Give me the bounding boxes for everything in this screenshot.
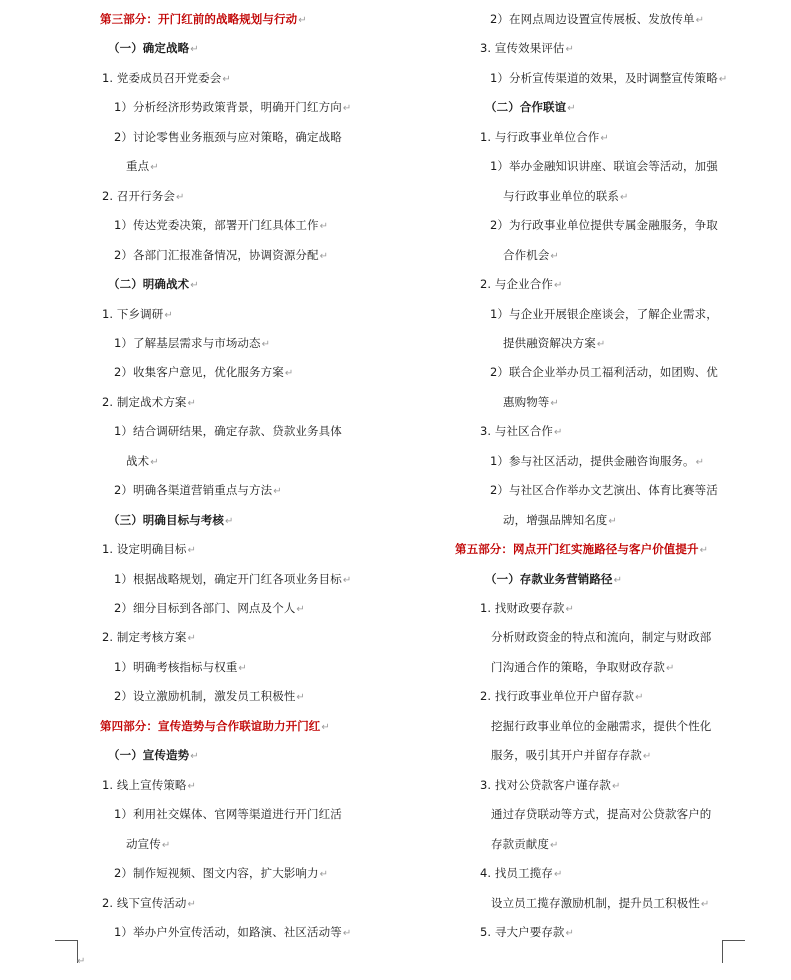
paragraph-mark: ↵ (273, 486, 282, 498)
paragraph-mark: ↵ (550, 397, 559, 409)
list-item (102, 392, 196, 412)
continuation-line (126, 834, 170, 854)
paragraph-mark: ↵ (150, 162, 159, 174)
line-text: 重点 (126, 159, 150, 174)
line-text: （二）明确战术 (108, 277, 190, 292)
paragraph-mark: ↵ (608, 515, 617, 527)
paragraph-mark: ↵ (565, 44, 575, 56)
paragraph-mark: ↵ (321, 721, 330, 733)
sub-list-item (114, 657, 247, 677)
line-text: 1）根据战略规划，确定开门红各项业务目标 (114, 571, 342, 586)
subsection-heading (485, 97, 576, 117)
line-text: 1）参与社区活动，提供金融咨询服务。 (490, 453, 695, 468)
line-text: 惠购物等 (503, 394, 550, 409)
line-text: 2. 线下宣传活动 (102, 895, 187, 910)
paragraph-mark: ↵ (298, 15, 307, 26)
line-text: 门沟通合作的策略，争取财政存款 (491, 659, 665, 674)
page-corner-mark-left (55, 940, 78, 963)
continuation-line (503, 186, 628, 206)
line-text: 与行政事业单位的联系 (503, 188, 619, 203)
line-text: 2）细分目标到各部门、网点及个人 (114, 601, 296, 615)
sub-list-item (114, 215, 328, 235)
paragraph-mark: ↵ (666, 662, 675, 674)
line-text: 3. 找对公贷款客户谨存款 (480, 777, 611, 792)
paragraph-mark: ↵ (161, 839, 171, 851)
sub-list-item (490, 480, 718, 500)
list-item (480, 863, 562, 883)
line-text: 通过存贷联动等方式，提高对公贷款客户的 (491, 807, 712, 822)
paragraph-mark: ↵ (550, 839, 559, 851)
line-text: 2）为行政事业单位提供专属金融服务，争取 (490, 218, 718, 233)
line-text: 1）明确考核指标与权重 (114, 659, 238, 674)
line-text: （三）明确目标与考核 (108, 512, 224, 527)
paragraph-mark: ↵ (190, 44, 199, 56)
line-text: 设立员工揽存激励机制，提升员工积极性 (491, 895, 700, 910)
line-text: （一）宣传造势 (108, 748, 190, 763)
paragraph-mark: ↵ (342, 103, 352, 115)
sub-list-item (114, 97, 351, 117)
paragraph-mark: ↵ (553, 280, 563, 292)
line-text: 动，增强品牌知名度 (503, 512, 608, 527)
line-text: 2. 与企业合作 (480, 277, 553, 292)
line-text: 4. 找员工揽存 (480, 866, 553, 881)
list-item (480, 775, 620, 795)
list-item (480, 922, 574, 942)
line-text: 1）结合调研结果，确定存款、贷款业务具体 (114, 424, 342, 439)
section-heading (455, 539, 708, 559)
line-text: 1. 与行政事业单位合作 (480, 129, 600, 144)
paragraph-mark: ↵ (319, 221, 329, 233)
list-item (102, 68, 231, 88)
paragraph-mark: ↵ (611, 780, 621, 792)
paragraph-mark: ↵ (150, 456, 159, 468)
sub-list-item (114, 922, 351, 942)
continuation-line (126, 451, 159, 471)
paragraph-mark: ↵ (296, 604, 305, 615)
paragraph-mark: ↵ (700, 898, 710, 910)
sub-list-item (114, 686, 305, 706)
paragraph-mark: ↵ (261, 338, 271, 350)
line-text: 2）各部门汇报准备情况，协调资源分配 (114, 247, 319, 262)
line-text: 1）与企业开展银企座谈会，了解企业需求， (490, 306, 718, 321)
paragraph-mark: ↵ (553, 427, 563, 439)
line-text: 合作机会 (503, 247, 550, 262)
line-text: 2. 制定考核方案 (102, 630, 187, 645)
paragraph-mark: ↵ (238, 662, 247, 674)
list-item (102, 539, 196, 559)
paragraph-mark: ↵ (567, 103, 576, 115)
paragraph-mark: ↵ (187, 898, 197, 910)
paragraph-mark: ↵ (699, 545, 709, 557)
paragraph-mark: ↵ (613, 574, 623, 586)
sub-list-item (114, 333, 270, 353)
line-text: 2）在网点周边设置宣传展板、发放传单 (490, 12, 695, 26)
line-text: 2）明确各渠道营销重点与方法 (114, 483, 273, 498)
sub-list-item (490, 68, 727, 88)
paragraph-line (491, 834, 558, 854)
line-text: 1. 设定明确目标 (102, 542, 187, 557)
list-item (480, 421, 562, 441)
paragraph-mark: ↵ (222, 73, 231, 85)
line-text: 1）分析宣传渠道的效果，及时调整宣传策略 (490, 70, 718, 85)
line-text: 1. 线上宣传策略 (102, 777, 187, 792)
subsection-heading (108, 510, 233, 530)
line-text: （二）合作联谊 (485, 100, 567, 115)
paragraph-mark: ↵ (296, 692, 305, 704)
line-text: 3. 宣传效果评估 (480, 41, 565, 56)
line-text: 存款贡献度 (491, 836, 549, 851)
paragraph-mark: ↵ (190, 751, 199, 763)
continuation-line (503, 333, 605, 353)
line-text: 3. 与社区合作 (480, 424, 553, 439)
list-item (102, 775, 196, 795)
line-text: 挖掘行政事业单位的金融需求，提供个性化 (491, 718, 712, 733)
line-text: 动宣传 (126, 836, 161, 851)
paragraph-mark: ↵ (695, 456, 705, 468)
paragraph-line (491, 893, 709, 913)
paragraph-mark: ↵ (175, 191, 185, 203)
subsection-heading (108, 745, 199, 765)
paragraph-mark: ↵ (553, 869, 563, 881)
continuation-line (503, 392, 559, 412)
line-text: 2）制作短视频、图文内容，扩大影响力 (114, 866, 319, 881)
sub-list-item (490, 304, 718, 324)
continuation-line (503, 245, 559, 265)
line-text: （一）确定战略 (108, 41, 190, 56)
list-item (102, 893, 196, 913)
sub-list-item (490, 215, 718, 235)
paragraph-mark: ↵ (77, 956, 86, 967)
line-text: 分析财政资金的特点和流向，制定与财政部 (491, 630, 712, 645)
sub-list-item (490, 9, 704, 29)
line-text: 1）利用社交媒体、官网等渠道进行开门红活 (114, 807, 342, 822)
line-text: 2）联合企业举办员工福利活动，如团购、优 (490, 365, 718, 380)
paragraph-mark: ↵ (319, 869, 329, 881)
sub-list-item (490, 362, 718, 382)
paragraph-mark: ↵ (565, 604, 575, 615)
paragraph-line (491, 804, 711, 824)
sub-list-item (490, 451, 704, 471)
section-heading (100, 716, 330, 736)
paragraph-mark: ↵ (600, 132, 609, 144)
list-item (102, 186, 184, 206)
sub-list-item (114, 362, 293, 382)
list-item (480, 38, 574, 58)
sub-list-item (114, 598, 305, 618)
line-text: 服务，吸引其开户并留存存款 (491, 748, 642, 763)
line-text: 1）了解基层需求与市场动态 (114, 335, 261, 350)
paragraph-mark: ↵ (187, 780, 197, 792)
continuation-line (126, 156, 159, 176)
page-corner-mark-right (722, 940, 745, 963)
sub-list-item (114, 863, 328, 883)
paragraph-mark: ↵ (187, 397, 197, 409)
line-text: 2）与社区合作举办文艺演出、体育比赛等活 (490, 483, 718, 498)
paragraph-mark: ↵ (550, 250, 559, 262)
paragraph-mark: ↵ (319, 250, 329, 262)
paragraph-line (491, 657, 674, 677)
list-item (102, 627, 196, 647)
paragraph-line (491, 716, 711, 736)
line-text: （一）存款业务营销路径 (485, 571, 613, 586)
line-text: 2）设立激励机制，激发员工积极性 (114, 689, 296, 704)
line-text: 1. 党委成员召开党委会 (102, 70, 222, 85)
sub-list-item (114, 480, 282, 500)
paragraph-line (491, 627, 711, 647)
line-text: 2. 召开行务会 (102, 188, 175, 203)
line-text: 第五部分：网点开门红实施路径与客户价值提升 (455, 542, 699, 557)
line-text: 2. 找行政事业单位开户留存款 (480, 689, 635, 704)
paragraph-line (491, 745, 651, 765)
paragraph-mark: ↵ (187, 545, 197, 557)
list-item (102, 304, 173, 324)
list-item (480, 127, 609, 147)
sub-list-item (114, 127, 342, 147)
line-text: 1. 下乡调研 (102, 306, 164, 321)
line-text: 提供融资解决方案 (503, 335, 596, 350)
paragraph-mark: ↵ (620, 191, 629, 203)
line-text: 1）分析经济形势政策背景，明确开门红方向 (114, 100, 342, 115)
subsection-heading (108, 274, 199, 294)
list-item (480, 686, 644, 706)
paragraph-mark: ↵ (342, 574, 352, 586)
paragraph-mark: ↵ (164, 309, 173, 321)
sub-list-item (490, 156, 718, 176)
line-text: 1）举办户外宣传活动，如路演、社区活动等 (114, 924, 342, 939)
list-item (480, 598, 574, 618)
paragraph-mark: ↵ (565, 927, 575, 939)
line-text: 第四部分：宣传造势与合作联谊助力开门红 (100, 718, 321, 733)
paragraph-mark: ↵ (635, 692, 644, 704)
line-text: 2）收集客户意见，优化服务方案 (114, 365, 284, 380)
paragraph-mark: ↵ (190, 280, 199, 292)
line-text: 1. 找财政要存款 (480, 601, 565, 615)
line-text: 2）讨论零售业务瓶颈与应对策略，确定战略 (114, 129, 342, 144)
line-text: 第三部分：开门红前的战略规划与行动 (100, 12, 298, 26)
subsection-heading (108, 38, 199, 58)
paragraph-mark: ↵ (596, 338, 606, 350)
subsection-heading (485, 569, 622, 589)
paragraph-mark: ↵ (225, 515, 234, 527)
section-heading (100, 9, 307, 29)
paragraph-mark: ↵ (187, 633, 197, 645)
paragraph-mark: ↵ (642, 751, 652, 763)
paragraph-mark: ↵ (695, 15, 705, 26)
line-text: 战术 (126, 453, 150, 468)
continuation-line (503, 510, 617, 530)
line-text: 5. 寻大户要存款 (480, 924, 565, 939)
sub-list-item (114, 569, 351, 589)
paragraph-mark: ↵ (718, 73, 728, 85)
sub-list-item (114, 804, 342, 824)
paragraph-mark: ↵ (284, 368, 294, 380)
line-text: 1）举办金融知识讲座、联谊会等活动，加强 (490, 159, 718, 174)
paragraph-mark: ↵ (342, 927, 352, 939)
sub-list-item (114, 245, 328, 265)
line-text: 2. 制定战术方案 (102, 394, 187, 409)
sub-list-item (114, 421, 342, 441)
list-item (480, 274, 562, 294)
line-text: 1）传达党委决策，部署开门红具体工作 (114, 218, 319, 233)
